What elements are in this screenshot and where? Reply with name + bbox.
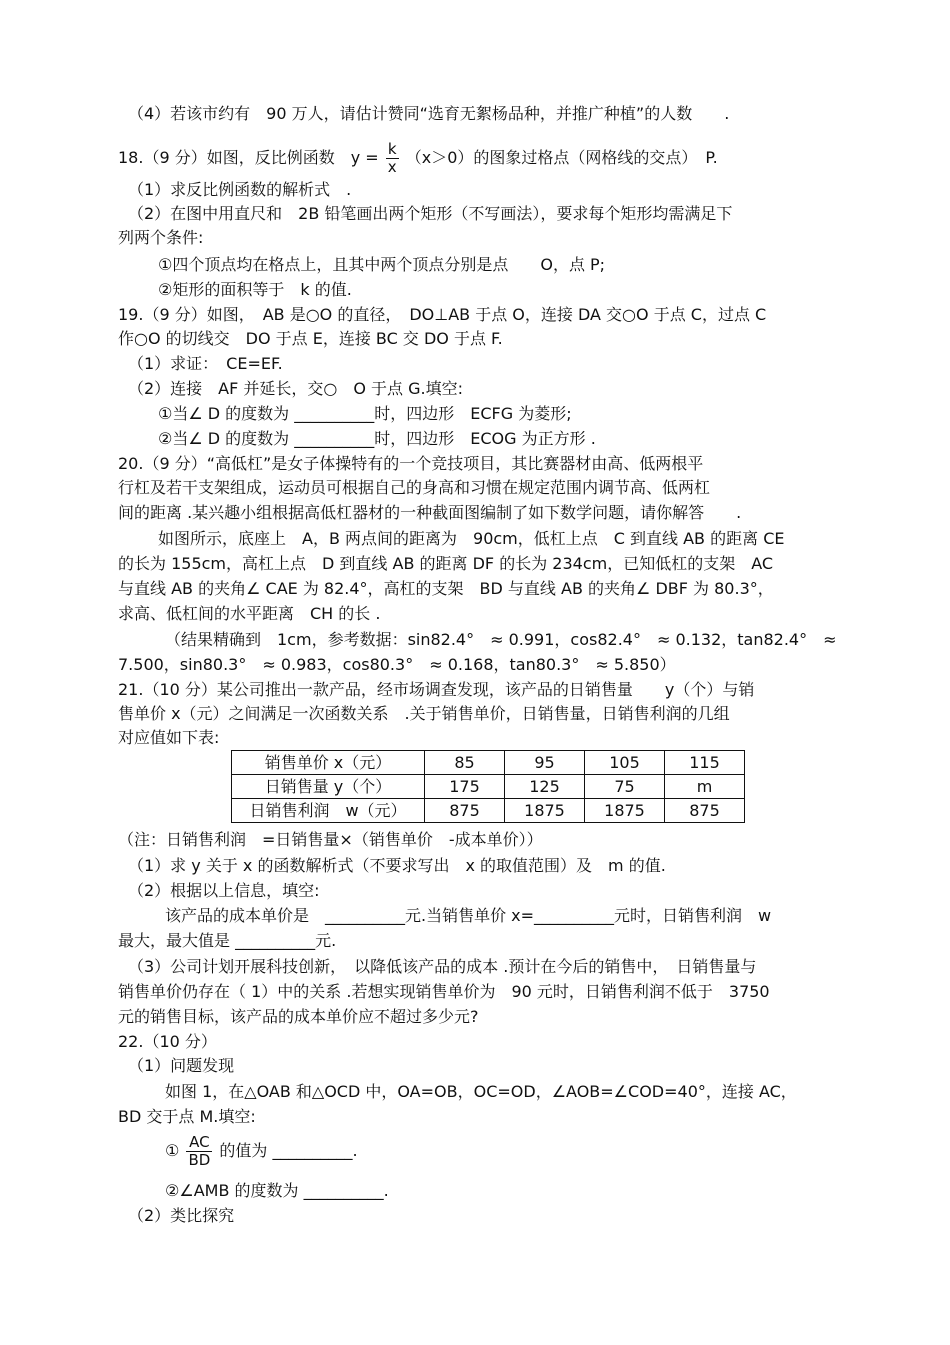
q20-stem: 20.（9 分）“高低杠”是女子体操特有的一个竞技项目，其比赛器材由高、低两根平 bbox=[118, 454, 704, 473]
fraction-numerator: AC bbox=[186, 1134, 212, 1152]
q18-condition2: ②矩形的面积等于 k 的值. bbox=[158, 280, 352, 299]
q18-condition1: ①四个顶点均在格点上，且其中两个顶点分别是点 O，点 P; bbox=[158, 255, 606, 274]
q20-body4: 求高、低杠间的水平距离 CH 的长 . bbox=[118, 604, 381, 623]
q20-body2: 的长为 155cm，高杠上点 D 到直线 AB 的距离 DF 的长为 234cm，已知低杠的支架 AC bbox=[118, 554, 774, 573]
q21-part2-blanks: 该产品的成本单价是 __________元.当销售单价 x=__________元时，日销售利润 w bbox=[165, 906, 772, 925]
table-cell: 日销售利润 w（元） bbox=[232, 799, 425, 823]
fraction-denominator: BD bbox=[188, 1151, 211, 1169]
table-cell: 95 bbox=[505, 751, 585, 775]
sales-table bbox=[231, 750, 745, 823]
q19-blank1: ①当∠ D 的度数为 __________时，四边形 ECFG 为菱形; bbox=[158, 404, 572, 423]
q21-part3-cont2: 元的销售目标，该产品的成本单价应不超过多少元? bbox=[118, 1007, 479, 1026]
q20-stem-cont2: 间的距离 .某兴趣小组根据高低杠器材的一种截面图编制了如下数学问题，请你解答 . bbox=[118, 503, 742, 522]
q21-part1: （1）求 y 关于 x 的函数解析式（不要求写出 x 的取值范围）及 m 的值. bbox=[128, 856, 666, 875]
q22-heading: 22.（10 分） bbox=[118, 1032, 217, 1051]
q18-part2-cont: 列两个条件: bbox=[118, 228, 204, 247]
table-cell: 1875 bbox=[505, 799, 585, 823]
q20-body1: 如图所示，底座上 A，B 两点间的距离为 90cm，低杠上点 C 到直线 AB 的距离 CE bbox=[158, 529, 785, 548]
q21-part2-blanks-cont: 最大，最大值是 __________元. bbox=[118, 931, 337, 950]
q21-part2: （2）根据以上信息，填空: bbox=[128, 881, 320, 900]
circled-one: ① bbox=[165, 1141, 180, 1160]
table-cell: 85 bbox=[425, 751, 505, 775]
table-cell: m bbox=[665, 775, 745, 799]
q17-part4: （4）若该市约有 90 万人，请估计赞同“选育无絮杨品种，并推广种植”的人数 . bbox=[128, 104, 730, 123]
q22-blank1-text: 的值为 __________. bbox=[219, 1141, 358, 1160]
table-cell: 875 bbox=[665, 799, 745, 823]
q19-part2: （2）连接 AF 并延长，交○ O 于点 G.填空: bbox=[128, 379, 464, 398]
q20-stem-cont1: 行杠及若干支架组成，运动员可根据自己的身高和习惯在规定范围内调节高、低两杠 bbox=[118, 478, 711, 497]
q18-stem-start: 18.（9 分）如图，反比例函数 y = bbox=[118, 148, 379, 167]
table-row bbox=[232, 799, 745, 823]
q19-stem-cont: 作○O 的切线交 DO 于点 E，连接 BC 交 DO 于点 F. bbox=[118, 329, 503, 348]
q21-stem-cont1: 售单价 x（元）之间满足一次函数关系 .关于销售单价，日销售量，日销售利润的几组 bbox=[118, 704, 730, 723]
q21-note: （注：日销售利润 =日销售量×（销售单价 -成本单价）） bbox=[118, 830, 543, 849]
q19-blank2: ②当∠ D 的度数为 __________时，四边形 ECOG 为正方形 . bbox=[158, 429, 596, 448]
table-row bbox=[232, 751, 745, 775]
q21-part3-cont1: 销售单价仍存在（ 1）中的关系 .若想实现销售单价为 90 元时，日销售利润不低于 3750 bbox=[118, 982, 770, 1001]
q20-reference-cont: 7.500，sin80.3° ≈ 0.983，cos80.3° ≈ 0.168，tan80.3° ≈ 5.850） bbox=[118, 655, 676, 674]
q20-body3: 与直线 AB 的夹角∠ CAE 为 82.4°，高杠的支架 BD 与直线 AB 的夹角∠ DBF 为 80.3°， bbox=[118, 579, 774, 598]
q21-stem: 21.（10 分）某公司推出一款产品，经市场调查发现，该产品的日销售量 y（个）与销 bbox=[118, 680, 755, 699]
table-cell: 1875 bbox=[585, 799, 665, 823]
table-row bbox=[232, 775, 745, 799]
table-cell: 115 bbox=[665, 751, 745, 775]
q21-part3: （3）公司计划开展科技创新， 以降低该产品的成本 .预计在今后的销售中， 日销售量与 bbox=[128, 957, 757, 976]
q19-part1: （1）求证： CE=EF. bbox=[128, 354, 283, 373]
table-cell: 125 bbox=[505, 775, 585, 799]
table-cell: 75 bbox=[585, 775, 665, 799]
q22-stem: 如图 1，在△OAB 和△OCD 中，OA=OB，OC=OD，∠AOB=∠COD=40°，连接 AC， bbox=[165, 1082, 797, 1101]
table-cell: 175 bbox=[425, 775, 505, 799]
fraction-ac-over-bd bbox=[186, 1134, 212, 1169]
q22-blank1 bbox=[165, 1134, 885, 1169]
q22-stem-cont: BD 交于点 M.填空: bbox=[118, 1107, 256, 1126]
table-cell: 日销售量 y（个） bbox=[232, 775, 425, 799]
q22-blank2: ②∠AMB 的度数为 __________. bbox=[165, 1181, 389, 1200]
table-cell: 105 bbox=[585, 751, 665, 775]
table-cell: 875 bbox=[425, 799, 505, 823]
q19-stem: 19.（9 分）如图， AB 是○O 的直径， DO⊥AB 于点 O，连接 DA 交○O 于点 C，过点 C bbox=[118, 305, 767, 324]
q18-part1: （1）求反比例函数的解析式 . bbox=[128, 180, 352, 199]
fraction-numerator: k bbox=[386, 141, 399, 159]
q18-stem-end: （x＞0）的图象过格点（网格线的交点） P. bbox=[405, 148, 718, 167]
q22-part2: （2）类比探究 bbox=[128, 1206, 235, 1225]
fraction-k-over-x bbox=[386, 141, 399, 176]
q18-stem bbox=[118, 141, 838, 176]
q22-part1: （1）问题发现 bbox=[128, 1056, 235, 1075]
table-cell: 销售单价 x（元） bbox=[232, 751, 425, 775]
q21-stem-cont2: 对应值如下表: bbox=[118, 728, 220, 747]
q20-reference: （结果精确到 1cm，参考数据：sin82.4° ≈ 0.991，cos82.4° ≈ 0.132，tan82.4° ≈ bbox=[165, 630, 837, 649]
fraction-denominator: x bbox=[387, 158, 397, 176]
q18-part2: （2）在图中用直尺和 2B 铅笔画出两个矩形（不写画法），要求每个矩形均需满足下 bbox=[128, 204, 733, 223]
